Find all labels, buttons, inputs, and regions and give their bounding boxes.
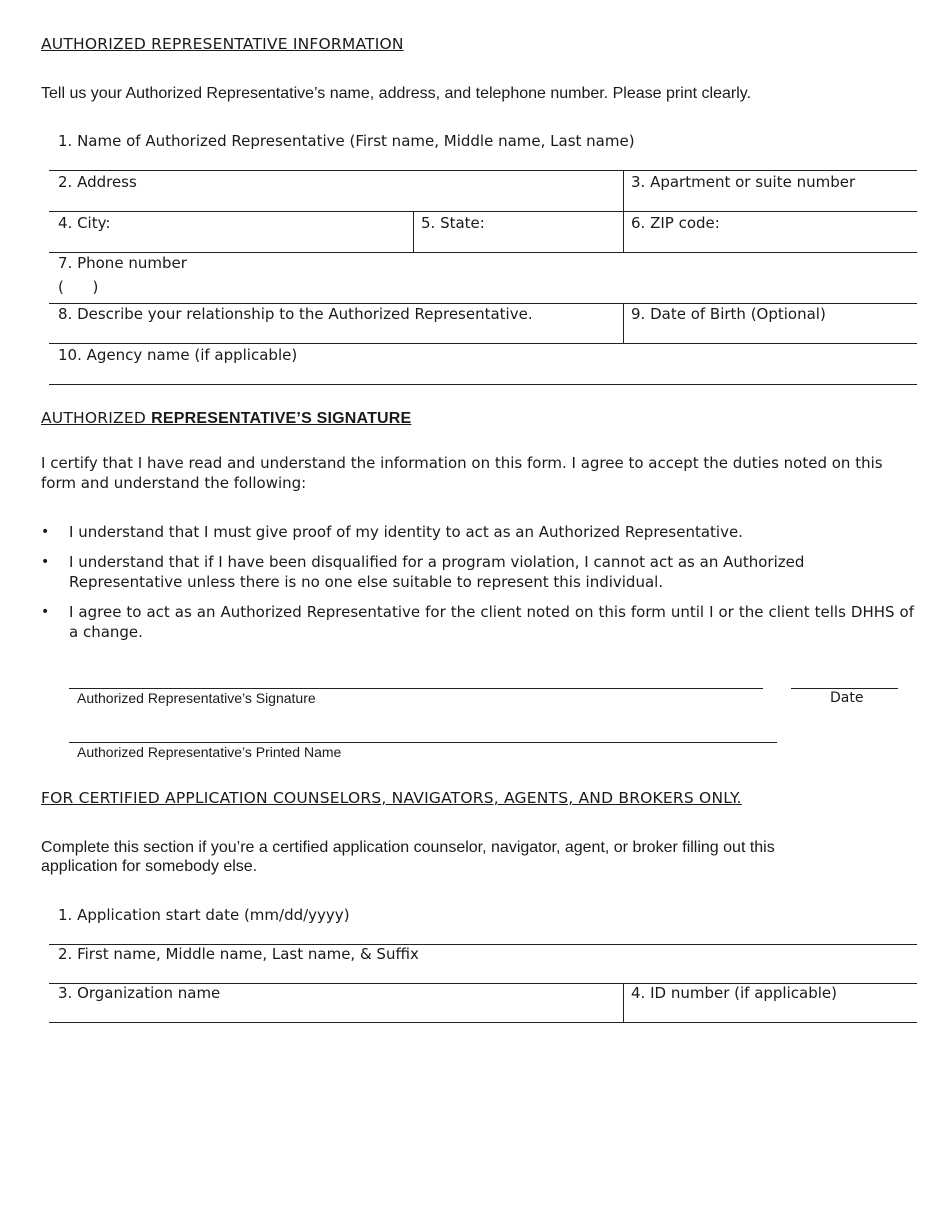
state-field[interactable]: 5. State: — [421, 214, 485, 232]
printed-name-line[interactable] — [69, 742, 777, 743]
signature-title-bold: REPRESENTATIVE’S SIGNATURE — [151, 410, 412, 427]
section-title-counselors: FOR CERTIFIED APPLICATION COUNSELORS, NAVIGATORS, AGENTS, AND BROKERS ONLY. — [41, 789, 742, 807]
table-divider — [49, 1022, 917, 1023]
zip-field[interactable]: 6. ZIP code: — [631, 214, 720, 232]
certification-bullet: I understand that I must give proof of my identity to act as an Authorized Representative. — [69, 523, 743, 541]
section-title-signature — [41, 409, 411, 428]
date-of-birth-field[interactable]: 9. Date of Birth (Optional) — [631, 305, 826, 323]
table-column-divider — [623, 983, 624, 1022]
bullet-icon: • — [41, 554, 50, 570]
certification-bullet: I agree to act as an Authorized Representative for the client noted on this form until I or the client tells DHHS of a change. — [69, 603, 914, 641]
table-column-divider — [623, 303, 624, 343]
certification-text: I certify that I have read and understand the information on this form. I agree to accept the duties noted on this form and understand the following: — [41, 454, 883, 492]
table-divider — [49, 303, 917, 304]
bullet-icon: • — [41, 524, 50, 540]
phone-field[interactable]: 7. Phone number — [58, 254, 187, 272]
organization-name-field[interactable]: 3. Organization name — [58, 984, 221, 1002]
id-number-field[interactable]: 4. ID number (if applicable) — [631, 984, 837, 1002]
table-column-divider — [623, 170, 624, 252]
signature-label: Authorized Representative’s Signature — [77, 690, 316, 706]
printed-name-label: Authorized Representative’s Printed Name — [77, 744, 342, 760]
table-divider — [49, 211, 917, 212]
date-line[interactable] — [791, 688, 898, 689]
section-title-representative-info: AUTHORIZED REPRESENTATIVE INFORMATION — [41, 35, 404, 53]
bullet-icon: • — [41, 604, 50, 620]
table-divider — [49, 384, 917, 385]
representative-name-field[interactable]: 1. Name of Authorized Representative (First name, Middle name, Last name) — [58, 132, 635, 150]
certification-bullet: I understand that if I have been disqualified for a program violation, I cannot act as an Authorized Representative unless there is no one else suitable to represent this individual. — [69, 553, 805, 591]
table-divider — [49, 252, 917, 253]
counselors-intro: Complete this section if you’re a certified application counselor, navigator, agent, or broker filling out this application for somebody else. — [41, 839, 775, 875]
table-divider — [49, 343, 917, 344]
signature-line[interactable] — [69, 688, 763, 689]
representative-info-intro: Tell us your Authorized Representative’s name, address, and telephone number. Please print clearly. — [41, 85, 752, 102]
counselor-name-field[interactable]: 2. First name, Middle name, Last name, & Suffix — [58, 945, 419, 963]
phone-area-code[interactable]: ( ) — [58, 278, 99, 296]
signature-title-plain: AUTHORIZED — [41, 409, 152, 427]
table-column-divider — [413, 211, 414, 252]
agency-name-field[interactable]: 10. Agency name (if applicable) — [58, 346, 298, 364]
table-divider — [49, 170, 917, 171]
date-label: Date — [830, 690, 864, 706]
application-start-date-field[interactable]: 1. Application start date (mm/dd/yyyy) — [58, 906, 350, 924]
address-field[interactable]: 2. Address — [58, 173, 137, 191]
apartment-field[interactable]: 3. Apartment or suite number — [631, 173, 856, 191]
relationship-field[interactable]: 8. Describe your relationship to the Authorized Representative. — [58, 305, 533, 323]
city-field[interactable]: 4. City: — [58, 214, 111, 232]
